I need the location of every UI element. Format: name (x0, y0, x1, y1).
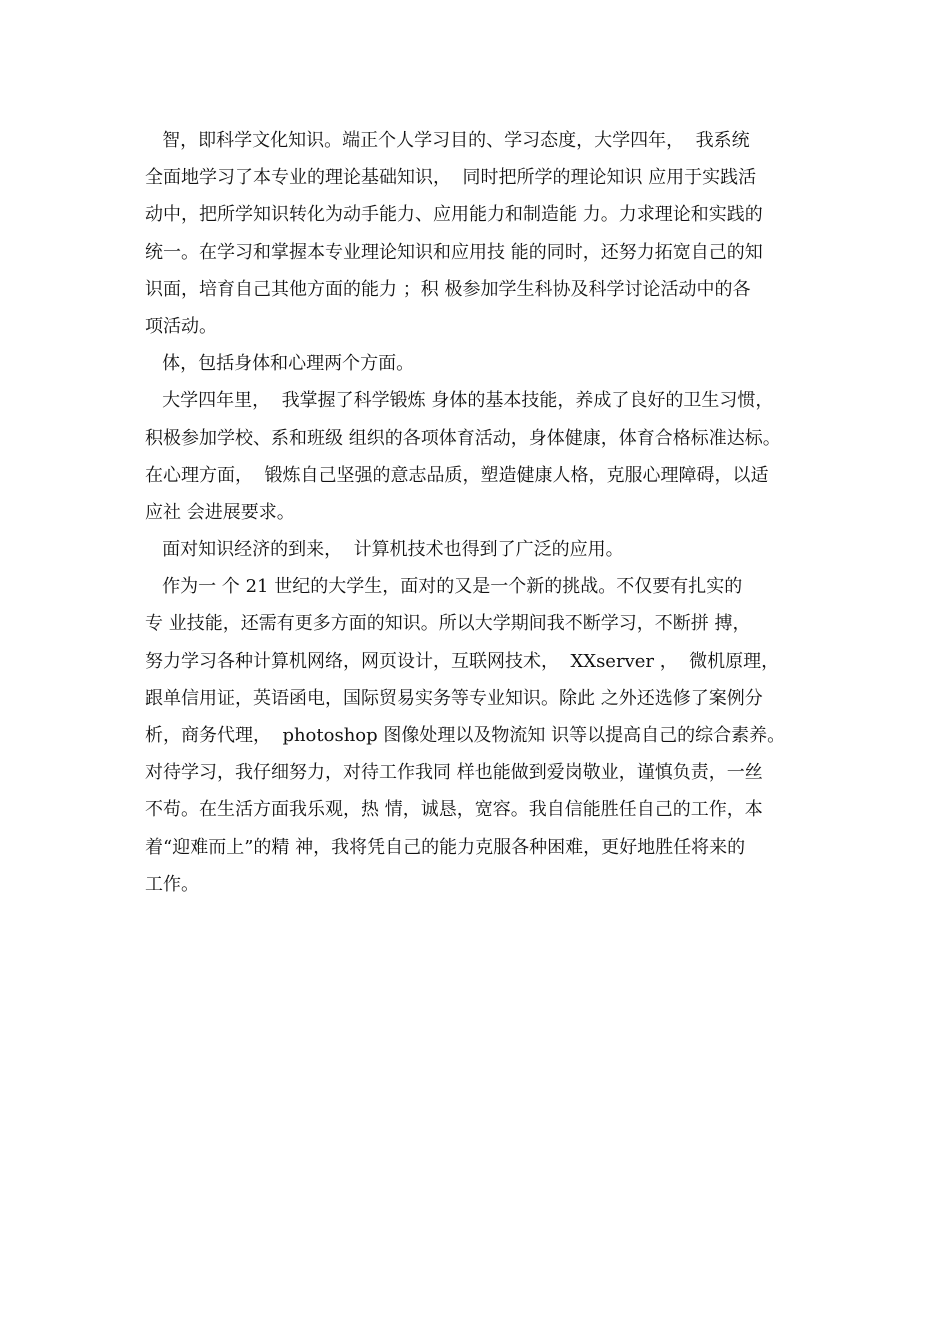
text-line: 专 业技能，还需有更多方面的知识。所以大学期间我不断学习，不断拼 搏， (145, 613, 751, 635)
body-text (145, 122, 825, 903)
text-line: 积极参加学校、系和班级 组织的各项体育活动，身体健康，体育合格标准达标。 (145, 427, 781, 449)
text-line: 大学四年里， 我掌握了科学锻炼 身体的基本技能，养成了良好的卫生习惯， (145, 390, 774, 412)
text-line: 对待学习，我仔细努力，对待工作我同 样也能做到爱岗敬业，谨慎负责，一丝 (145, 762, 763, 784)
text-line: 统一。在学习和掌握本专业理论知识和应用技 能的同时，还努力拓宽自己的知 (145, 241, 763, 263)
text-line: 应社 会进展要求。 (145, 501, 295, 523)
text-line: 动中，把所学知识转化为动手能力、应用能力和制造能 力。力求理论和实践的 (145, 204, 763, 226)
text-line: 着“迎难而上”的精 神，我将凭自己的能力克服各种困难，更好地胜任将来的 (145, 836, 746, 858)
text-line: 作为一 个 21 世纪的大学生，面对的又是一个新的挑战。不仅要有扎实的 (145, 576, 743, 598)
text-line: 析，商务代理， photoshop 图像处理以及物流知 识等以提高自己的综合素养。 (145, 725, 786, 746)
text-line: 面对知识经济的到来， 计算机技术也得到了广泛的应用。 (145, 539, 624, 561)
text-line: 识面，培育自己其他方面的能力 ；积 极参加学生科协及科学讨论活动中的各 (145, 278, 751, 300)
text-line: 项活动。 (145, 315, 217, 337)
text-line: 在心理方面， 锻炼自己坚强的意志品质，塑造健康人格，克服心理障碍，以适 (145, 464, 769, 486)
text-line: 不苟。在生活方面我乐观，热 情，诚恳，宽容。我自信能胜任自己的工作，本 (145, 799, 763, 821)
text-line: 努力学习各种计算机网络，网页设计，互联网技术， XXserver ， 微机原理， (145, 650, 780, 672)
text-line: 全面地学习了本专业的理论基础知识， 同时把所学的理论知识 应用于实践活 (145, 167, 757, 189)
text-line: 工作。 (145, 873, 199, 895)
text-line: 智，即科学文化知识。端正个人学习目的、学习态度，大学四年， 我系统 (145, 130, 750, 151)
text-line: 跟单信用证，英语函电，国际贸易实务等专业知识。除此 之外还选修了案例分 (145, 687, 763, 709)
text-line: 体，包括身体和心理两个方面。 (145, 353, 415, 375)
